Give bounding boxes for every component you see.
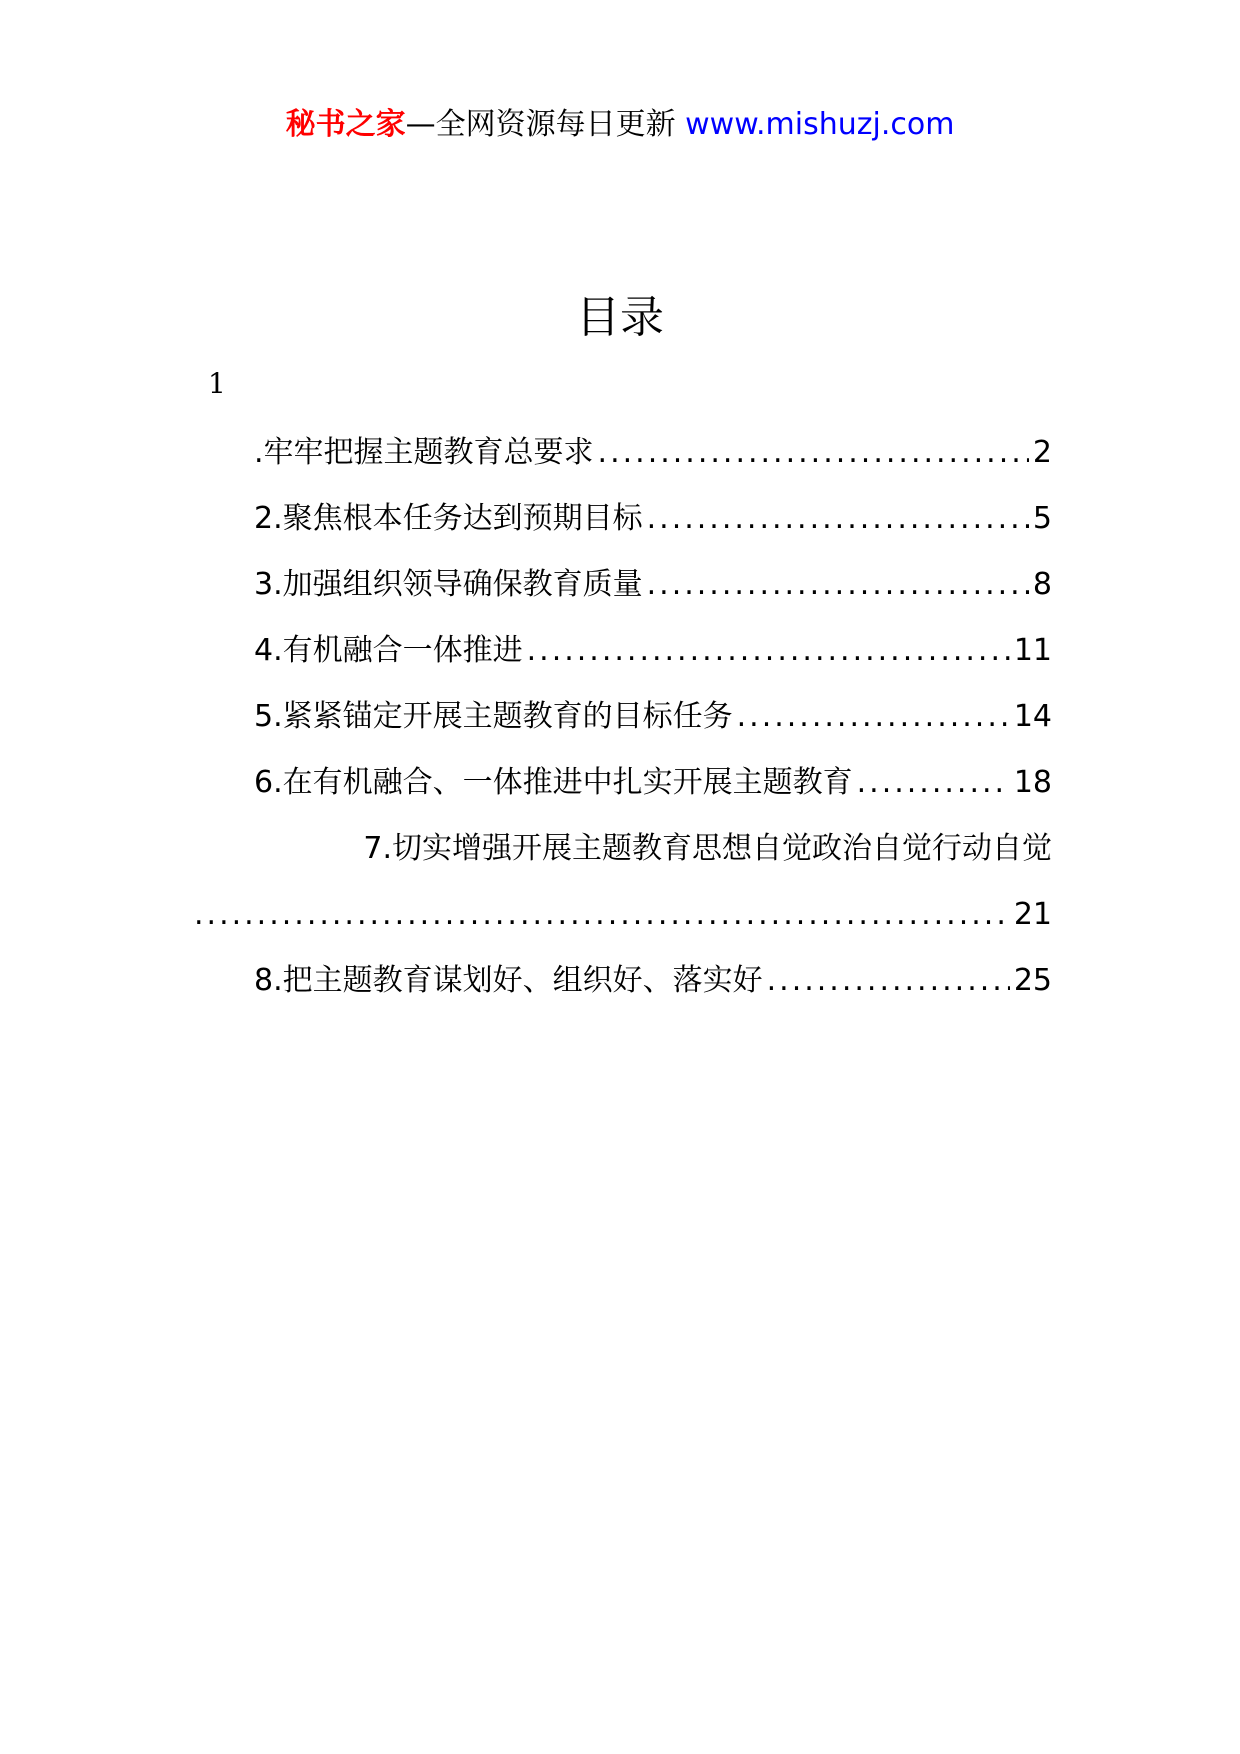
- toc-entry[interactable]: [190, 552, 1052, 618]
- stray-number: 1: [208, 367, 226, 400]
- toc-entry-page: 5: [1032, 501, 1052, 536]
- page-title: 目录: [576, 292, 664, 343]
- toc-entry-label: 2.聚焦根本任务达到预期目标: [254, 501, 643, 536]
- toc-leader-dots: [767, 948, 1010, 1014]
- site-url-link[interactable]: www.mishuzj.com: [685, 107, 955, 142]
- toc-entry-label: 8.把主题教育谋划好、组织好、落实好: [254, 963, 763, 998]
- toc-leader-dots: [194, 882, 1010, 948]
- toc-entry-label: 6.在有机融合、一体推进中扎实开展主题教育: [254, 765, 853, 800]
- table-of-contents: [190, 420, 1052, 1014]
- toc-leader-dots: [598, 420, 1029, 486]
- toc-leader-dots: [647, 486, 1029, 552]
- toc-entry[interactable]: [190, 618, 1052, 684]
- toc-entry-label: 5.紧紧锚定开展主题教育的目标任务: [254, 699, 733, 734]
- toc-entry-label: 3.加强组织领导确保教育质量: [254, 567, 643, 602]
- toc-entry-label: .牢牢把握主题教育总要求: [254, 435, 594, 470]
- toc-leader-dots: [647, 552, 1029, 618]
- toc-entry[interactable]: [190, 750, 1052, 816]
- toc-entry[interactable]: [190, 684, 1052, 750]
- brand-name: 秘书之家: [285, 107, 406, 142]
- toc-entry[interactable]: [190, 420, 1052, 486]
- toc-entry-page: 11: [1013, 633, 1052, 668]
- toc-entry-page: 21: [1013, 897, 1052, 932]
- toc-entry[interactable]: [190, 486, 1052, 552]
- toc-entry-page: 2: [1032, 435, 1052, 470]
- toc-entry-continuation: [190, 882, 1052, 948]
- header-tagline: —全网资源每日更新: [405, 107, 676, 142]
- toc-entry-page: 25: [1013, 963, 1052, 998]
- toc-leader-dots: [527, 618, 1010, 684]
- toc-entry-page: 14: [1013, 699, 1052, 734]
- toc-entry-page: 18: [1013, 765, 1052, 800]
- site-header: [0, 100, 1240, 150]
- toc-entry[interactable]: [190, 948, 1052, 1014]
- toc-entry-page: 8: [1032, 567, 1052, 602]
- toc-entry[interactable]: [190, 816, 1052, 948]
- toc-entry-label: 4.有机融合一体推进: [254, 633, 523, 668]
- toc-entry-label: 7.切实增强开展主题教育思想自觉政治自觉行动自觉: [363, 831, 1052, 866]
- toc-leader-dots: [737, 684, 1010, 750]
- toc-leader-dots: [857, 750, 1010, 816]
